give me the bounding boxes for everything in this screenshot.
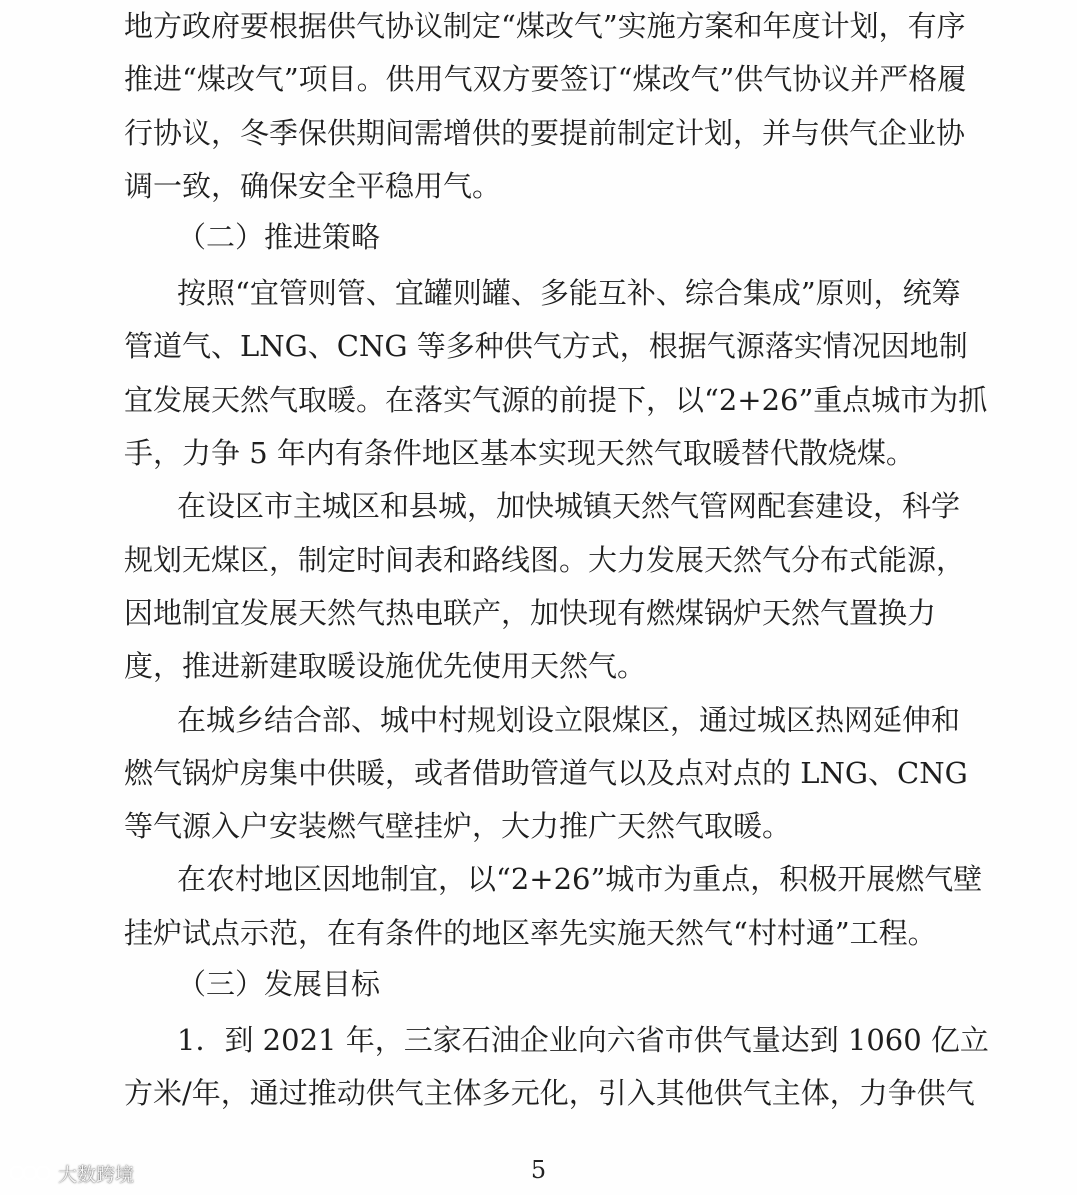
text-line: 调一致，确保安全平稳用气。	[124, 169, 502, 203]
section-heading: （三）发展目标	[177, 967, 381, 1001]
text-line: 因地制宜发展天然气热电联产，加快现有燃煤锅炉天然气置换力	[124, 596, 937, 630]
text-line: 规划无煤区，制定时间表和路线图。大力发展天然气分布式能源，	[124, 543, 966, 577]
text-line: 在城乡结合部、城中村规划设立限煤区，通过城区热网延伸和	[177, 703, 961, 737]
text-line: 宜发展天然气取暖。在落实气源的前提下，以“2+26”重点城市为抓	[124, 383, 988, 417]
section-heading: （二）推进策略	[177, 220, 381, 254]
text-line: 方米/年，通过推动供气主体多元化，引入其他供气主体，力争供气	[124, 1076, 975, 1110]
text-line: 推进“煤改气”项目。供用气双方要签订“煤改气”供气协议并严格履	[124, 62, 967, 96]
text-line: 度，推进新建取暖设施优先使用天然气。	[124, 649, 647, 683]
text-line: 等气源入户安装燃气壁挂炉，大力推广天然气取暖。	[124, 809, 792, 843]
text-line: 手，力争 5 年内有条件地区基本实现天然气取暖替代散烧煤。	[124, 436, 915, 470]
text-line: 燃气锅炉房集中供暖，或者借助管道气以及点对点的 LNG、CNG	[124, 756, 968, 790]
text-line: 行协议，冬季保供期间需增供的要提前制定计划，并与供气企业协	[124, 116, 966, 150]
text-line: 挂炉试点示范，在有条件的地区率先实施天然气“村村通”工程。	[124, 916, 937, 950]
text-line: 管道气、LNG、CNG 等多种供气方式，根据气源落实情况因地制	[124, 329, 968, 363]
page-number: 5	[530, 1156, 547, 1184]
watermark	[8, 1158, 134, 1188]
brand-logo-icon	[8, 1161, 52, 1185]
watermark-text: 大数跨境	[58, 1163, 135, 1186]
text-line: 按照“宜管则管、宜罐则罐、多能互补、综合集成”原则，统筹	[177, 276, 961, 310]
text-line: 1．到 2021 年，三家石油企业向六省市供气量达到 1060 亿立	[177, 1023, 989, 1057]
text-line: 地方政府要根据供气协议制定“煤改气”实施方案和年度计划，有序	[124, 9, 966, 43]
text-line: 在设区市主城区和县城，加快城镇天然气管网配套建设，科学	[177, 489, 961, 523]
text-line: 在农村地区因地制宜，以“2+26”城市为重点，积极开展燃气壁	[177, 862, 983, 896]
